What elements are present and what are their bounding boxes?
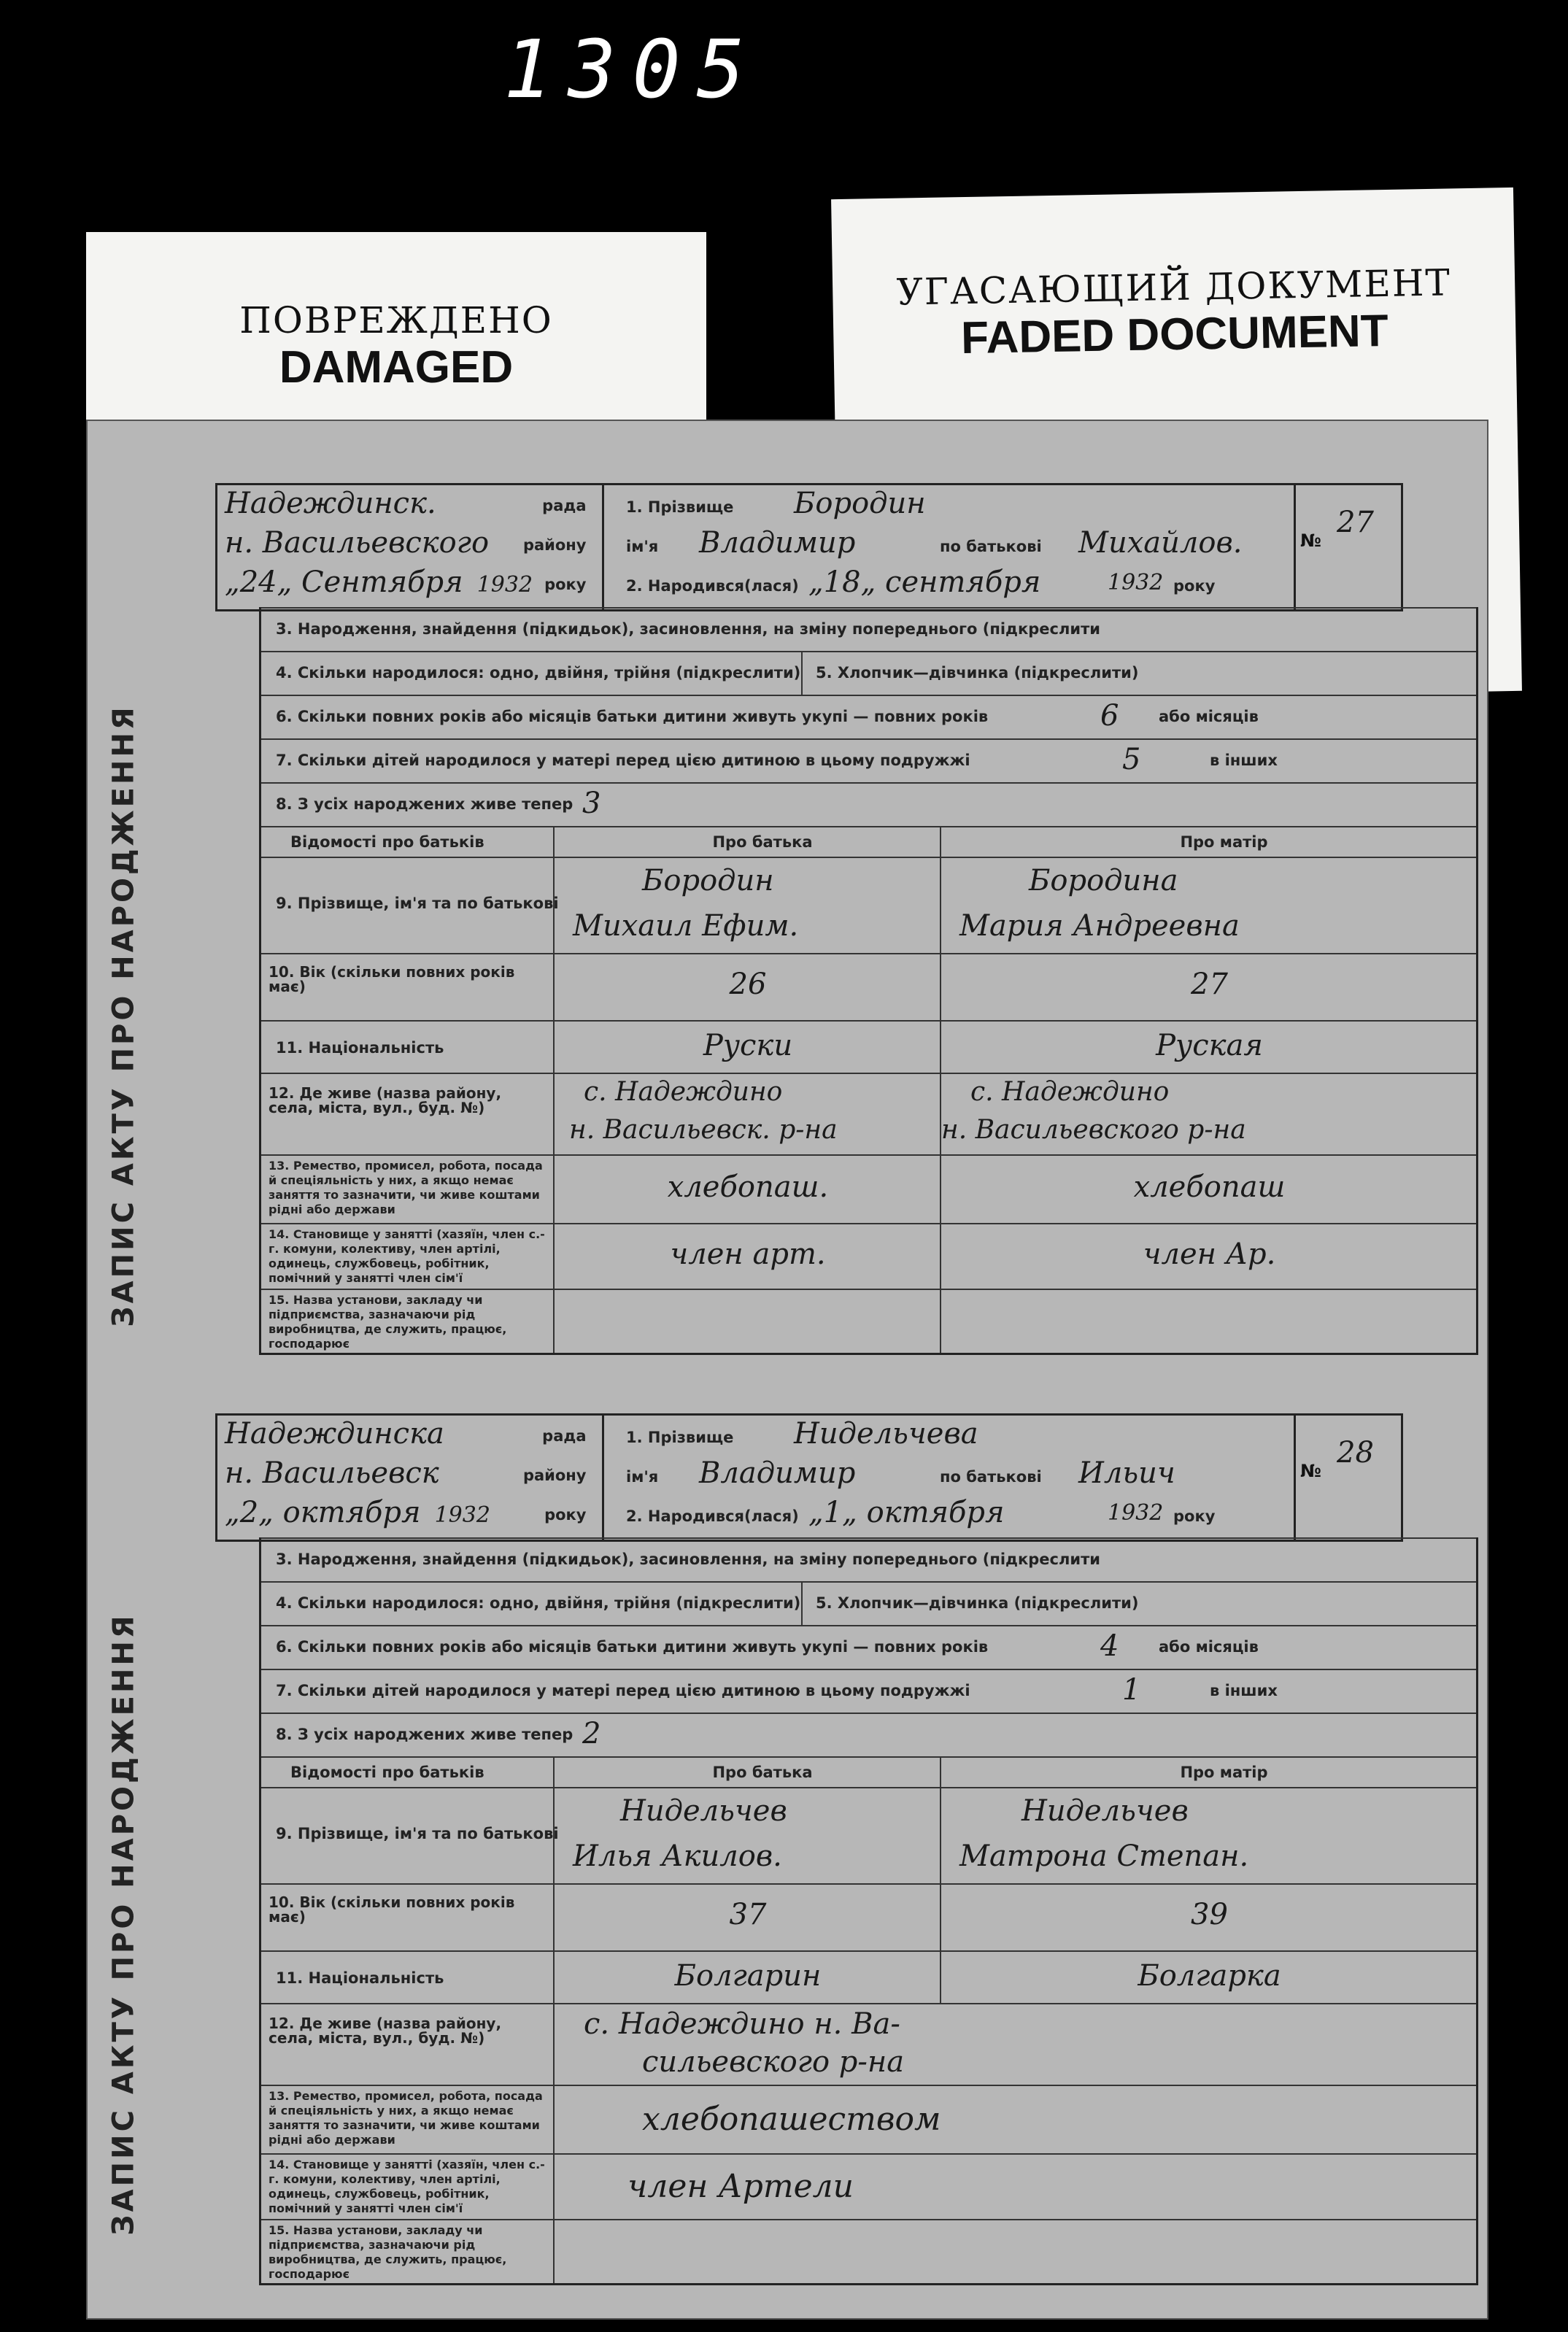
q8-row — [261, 782, 1476, 826]
q10-row — [261, 1883, 1476, 1950]
q7-label: 7. Скільки дітей народилося у матері перед цією дитиною в цьому подружжі — [276, 1682, 970, 1699]
employment-status: член Артели — [627, 2168, 854, 2205]
rayon-label: району — [522, 1467, 587, 1484]
child-info-box — [602, 483, 1296, 611]
q7-row — [261, 738, 1476, 782]
q6-value: 6 — [1100, 699, 1119, 733]
q14-row — [261, 2153, 1476, 2219]
name-label: ім'я — [626, 1468, 659, 1486]
q7-value: 1 — [1122, 1673, 1141, 1707]
number-label: № — [1300, 1461, 1321, 1481]
address-line-1: с. Надеждино н. Ва- — [584, 2007, 900, 2041]
q4-row — [261, 1581, 1476, 1625]
rayon-label: району — [522, 536, 587, 554]
q6-label: 6. Скільки повних років або місяців батьки дитини живуть укупі — повних років — [276, 708, 989, 725]
q11-label: 11. Національність — [276, 1969, 444, 1987]
q8-value: 2 — [582, 1717, 601, 1750]
patronymic-label: по батькові — [940, 538, 1042, 555]
rayon-value: н. Васильевского — [225, 526, 490, 560]
faded-label-ru: УГАСАЮЩИЙ ДОКУМЕНТ — [896, 261, 1452, 314]
parents-header: Відомості про батьків — [290, 1764, 484, 1781]
born-label: 2. Народився(лася) — [626, 577, 799, 595]
q7-value: 5 — [1122, 743, 1141, 776]
mother-nationality: Болгарка — [1138, 1959, 1281, 1993]
child-surname: Бородин — [794, 487, 926, 520]
q11-label: 11. Національність — [276, 1039, 444, 1057]
record-number-box — [1291, 1413, 1403, 1542]
mother-header: Про матір — [1180, 833, 1268, 851]
q3-label: 3. Народження, знайдення (підкидьок), засиновлення, на зміну попереднього (підкреслити — [276, 620, 1100, 638]
q10-label: 10. Вік (скільки повних років має) — [269, 963, 515, 995]
q9-label: 9. Прізвище, ім'я та по батькові — [276, 895, 559, 912]
q4-label: 4. Скільки народилося: одно, двійня, трійня (підкреслити) — [276, 664, 801, 682]
q13-label: 13. Ремество, промисел, робота, посада й спеціяльність у них, а якщо немає заняття то зазначити, чи живе коштами рідні або держави — [269, 2089, 543, 2147]
rada-label: рада — [542, 497, 587, 514]
record-number: 28 — [1337, 1436, 1374, 1470]
q11-row — [261, 1020, 1476, 1073]
mother-address-1: с. Надеждино — [970, 1077, 1170, 1107]
mother-name: Мария Андреевна — [959, 909, 1240, 943]
record-body — [259, 1537, 1478, 2285]
q7-label: 7. Скільки дітей народилося у матері перед цією дитиною в цьому подружжі — [276, 752, 970, 769]
record-number-box — [1291, 483, 1403, 611]
mother-header: Про матір — [1180, 1764, 1268, 1781]
born-year: 1932 — [1108, 1500, 1164, 1526]
mother-occupation: хлебопаш — [1133, 1170, 1286, 1204]
q14-label: 14. Становище у занятті (хазяїн, член с.-г. комуни, колективу, член артілі, одинець, службовець, робітник, помічний у занятті член сім'ї — [269, 2158, 545, 2215]
child-patronymic: Ильич — [1078, 1456, 1175, 1490]
child-surname: Нидельчева — [794, 1417, 978, 1451]
damaged-label-ru: ПОВРЕЖДЕНО — [239, 299, 553, 341]
parents-header: Відомості про батьків — [290, 833, 484, 851]
frame-number: 1305 — [503, 23, 761, 116]
damaged-label-en: DAMAGED — [279, 342, 514, 393]
q3-label: 3. Народження, знайдення (підкидьок), засиновлення, на зміну попереднього (підкреслити — [276, 1551, 1100, 1568]
mother-address-2: н. Васильевского р-на — [941, 1115, 1246, 1145]
father-surname: Бородин — [642, 864, 774, 897]
child-patronymic: Михайлов. — [1078, 526, 1243, 560]
q13-row — [261, 2085, 1476, 2153]
born-year-label: року — [1173, 577, 1216, 595]
father-age: 26 — [729, 968, 767, 1001]
q14-row — [261, 1223, 1476, 1289]
number-label: № — [1300, 530, 1321, 551]
q8-label: 8. З усіх народжених живе тепер — [276, 1726, 573, 1743]
reg-date-value: „24„ Сентября — [225, 565, 463, 599]
father-status: член арт. — [670, 1238, 826, 1271]
father-occupation: хлебопаш. — [667, 1170, 829, 1204]
q6-label: 6. Скільки повних років або місяців батьки дитини живуть укупі — повних років — [276, 1638, 989, 1656]
q8-row — [261, 1713, 1476, 1756]
father-name: Илья Акилов. — [573, 1839, 782, 1873]
born-year: 1932 — [1108, 570, 1164, 595]
mother-age: 27 — [1191, 968, 1228, 1001]
q10-label: 10. Вік (скільки повних років має) — [269, 1893, 515, 1926]
occupation: хлебопашеством — [642, 2101, 941, 2138]
born-label: 2. Народився(лася) — [626, 1507, 799, 1525]
rada-value: Надеждинска — [225, 1417, 444, 1451]
q12-label: 12. Де живе (назва району, села, міста, вул., буд. №) — [269, 2015, 502, 2047]
q5-label: 5. Хлопчик—дівчинка (підкреслити) — [816, 664, 1139, 682]
parents-header-row — [261, 826, 1476, 857]
q7-other-label: в інших — [1210, 752, 1278, 769]
father-surname: Нидельчев — [620, 1794, 787, 1828]
q9-label: 9. Прізвище, ім'я та по батькові — [276, 1825, 559, 1842]
side-title-text: ЗАПИС АКТУ ПРО НАРОДЖЕННЯ — [107, 704, 141, 1327]
year-label: року — [544, 576, 587, 593]
reg-date-value: „2„ октября — [225, 1496, 421, 1529]
mother-status: член Ар. — [1143, 1238, 1276, 1271]
record-header — [215, 1413, 1474, 1537]
side-title-text: ЗАПИС АКТУ ПРО НАРОДЖЕННЯ — [107, 1613, 141, 2236]
q3-row — [261, 1537, 1476, 1581]
mother-surname: Нидельчев — [1021, 1794, 1189, 1828]
record-number: 27 — [1337, 506, 1374, 539]
q15-row — [261, 2219, 1476, 2283]
q8-value: 3 — [582, 787, 601, 820]
surname-label: 1. Прізвище — [626, 498, 734, 516]
patronymic-label: по батькові — [940, 1468, 1042, 1486]
q15-label: 15. Назва установи, закладу чи підприємства, зазначаючи рід виробництва, де служить, працює, господарює — [269, 1293, 507, 1351]
born-date: „1„ октября — [808, 1496, 1005, 1529]
q7-row — [261, 1669, 1476, 1713]
q12-row — [261, 1073, 1476, 1154]
q6-value: 4 — [1100, 1629, 1119, 1663]
father-header: Про батька — [712, 833, 813, 851]
q15-label: 15. Назва установи, закладу чи підприємства, зазначаючи рід виробництва, де служить, працює, господарює — [269, 2223, 507, 2281]
father-name: Михаил Ефим. — [573, 909, 799, 943]
reg-year-value: 1932 — [434, 1502, 490, 1528]
father-address-2: н. Васильевск. р-на — [569, 1115, 838, 1145]
mother-surname: Бородина — [1029, 864, 1178, 897]
q5-label: 5. Хлопчик—дівчинка (підкреслити) — [816, 1594, 1139, 1612]
child-name: Владимир — [699, 1456, 856, 1490]
damaged-label — [86, 232, 706, 444]
child-info-box — [602, 1413, 1296, 1542]
q13-label: 13. Ремество, промисел, робота, посада й спеціяльність у них, а якщо немає заняття то зазначити, чи живе коштами рідні або держави — [269, 1159, 543, 1216]
q13-row — [261, 1154, 1476, 1223]
q9-row — [261, 1787, 1476, 1883]
father-header: Про батька — [712, 1764, 813, 1781]
child-name: Владимир — [699, 526, 856, 560]
q11-row — [261, 1950, 1476, 2003]
q4-label: 4. Скільки народилося: одно, двійня, трійня (підкреслити) — [276, 1594, 801, 1612]
registry-office-box — [215, 1413, 604, 1542]
q14-label: 14. Становище у занятті (хазяїн, член с.-г. комуни, колективу, член артілі, одинець, службовець, робітник, помічний у занятті член сім'ї — [269, 1227, 545, 1285]
father-age: 37 — [729, 1898, 767, 1931]
record-header — [215, 483, 1474, 607]
side-title — [95, 607, 153, 1424]
registry-office-box — [215, 483, 604, 611]
mother-age: 39 — [1191, 1898, 1228, 1931]
birth-record-sheet — [86, 420, 1488, 2320]
q6-row — [261, 1625, 1476, 1669]
rada-value: Надеждинск. — [225, 487, 436, 520]
rayon-value: н. Васильевск — [225, 1456, 439, 1490]
name-label: ім'я — [626, 538, 659, 555]
reg-year-value: 1932 — [476, 572, 533, 598]
mother-name: Матрона Степан. — [959, 1839, 1249, 1873]
q8-label: 8. З усіх народжених живе тепер — [276, 795, 573, 813]
side-title — [95, 1537, 153, 2311]
record-body — [259, 607, 1478, 1355]
address-line-2: сильевского р-на — [642, 2045, 905, 2079]
q6-row — [261, 695, 1476, 738]
born-date: „18„ сентября — [808, 565, 1041, 599]
q6-months-label: або місяців — [1159, 708, 1259, 725]
rada-label: рада — [542, 1427, 587, 1445]
q4-row — [261, 651, 1476, 695]
mother-nationality: Руская — [1156, 1029, 1263, 1062]
year-label: року — [544, 1506, 587, 1524]
surname-label: 1. Прізвище — [626, 1429, 734, 1446]
q9-row — [261, 857, 1476, 953]
q3-row — [261, 607, 1476, 651]
q6-months-label: або місяців — [1159, 1638, 1259, 1656]
q7-other-label: в інших — [1210, 1682, 1278, 1699]
father-nationality: Руски — [703, 1029, 793, 1062]
parents-header-row — [261, 1756, 1476, 1787]
faded-label-en: FADED DOCUMENT — [960, 305, 1389, 364]
q10-row — [261, 953, 1476, 1020]
father-address-1: с. Надеждино — [584, 1077, 783, 1107]
q12-row — [261, 2003, 1476, 2085]
born-year-label: року — [1173, 1507, 1216, 1525]
q12-label: 12. Де живе (назва району, села, міста, вул., буд. №) — [269, 1084, 502, 1116]
q15-row — [261, 1289, 1476, 1353]
father-nationality: Болгарин — [674, 1959, 822, 1993]
